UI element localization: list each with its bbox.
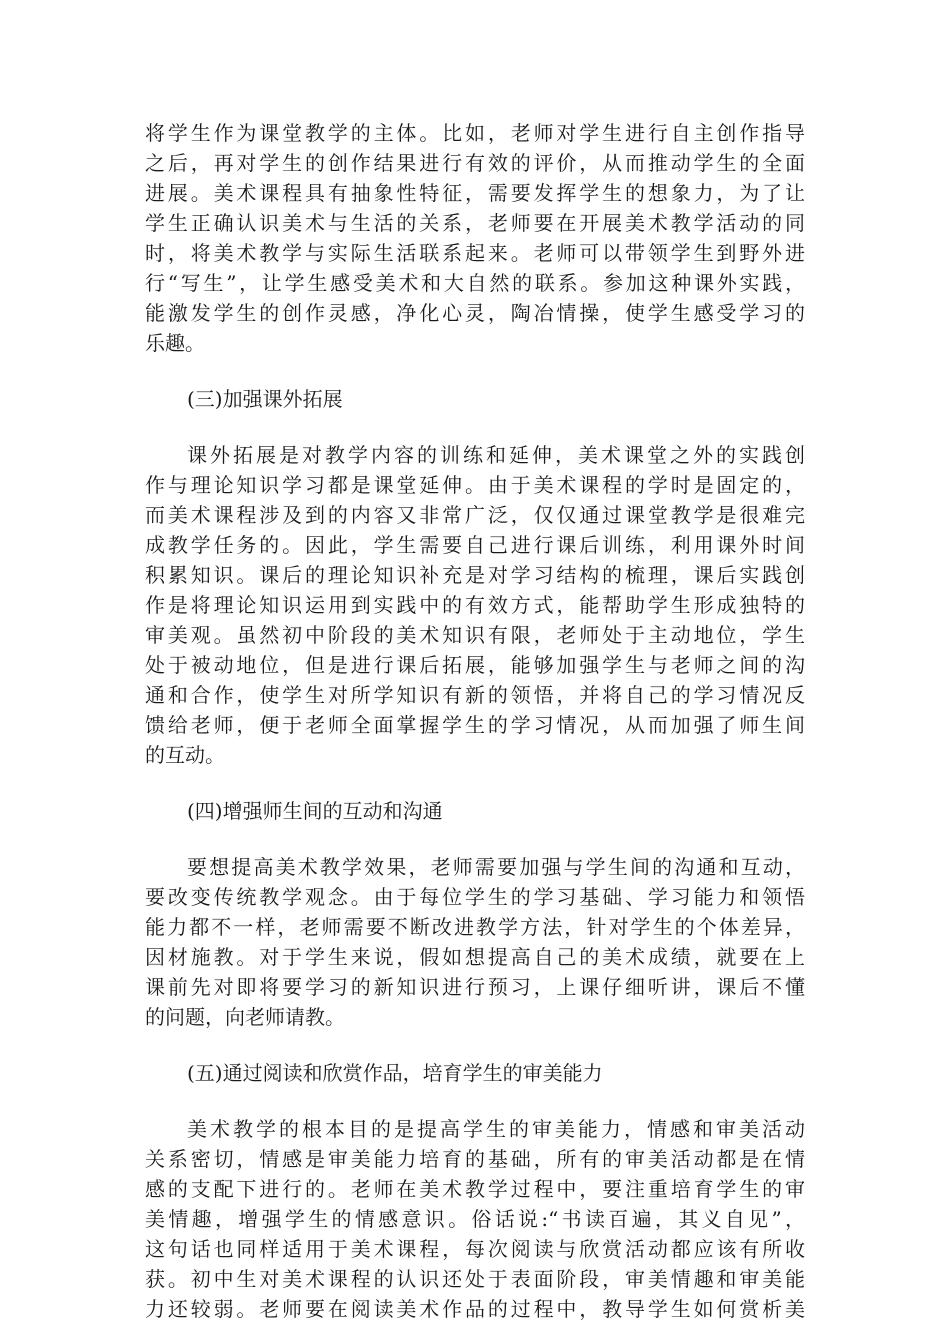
text-line: 将学生作为课堂教学的主体。比如，老师对学生进行自主创作指导 — [145, 121, 805, 145]
text-line: 关系密切，情感是审美能力培育的基础，所有的审美活动都是在情 — [145, 1147, 805, 1171]
text-line: 要改变传统教学观念。由于每位学生的学习基础、学习能力和领悟 — [145, 885, 805, 909]
text-line: 美术教学的根本目的是提高学生的审美能力，情感和审美活动 — [187, 1117, 805, 1141]
text-line: 课前先对即将要学习的新知识进行预习，上课仔细听讲，课后不懂 — [145, 975, 805, 999]
text-line: 能激发学生的创作灵感，净化心灵，陶冶情操，使学生感受学习的 — [145, 301, 805, 325]
text-line: 处于被动地位，但是进行课后拓展，能够加强学生与老师之间的沟 — [145, 653, 805, 677]
text-line: 力还较弱。老师要在阅读美术作品的过程中，教导学生如何赏析美 — [145, 1297, 805, 1321]
text-line: 乐趣。 — [145, 331, 205, 355]
text-line: 时，将美术教学与实际生活联系起来。老师可以带领学生到野外进 — [145, 241, 805, 265]
text-line: 的问题，向老师请教。 — [145, 1005, 345, 1029]
text-line: 要想提高美术教学效果，老师需要加强与学生间的沟通和互动， — [187, 855, 805, 879]
paragraph-3 — [145, 852, 805, 1032]
section-heading-4: (四)增强师生间的互动和沟通 — [187, 799, 443, 823]
text-line: 学生正确认识美术与生活的关系，老师要在开展美术教学活动的同 — [145, 211, 805, 235]
text-line: 通和合作，使学生对所学知识有新的领悟，并将自己的学习情况反 — [145, 683, 805, 707]
text-line: 馈给老师，便于老师全面掌握学生的学习情况，从而加强了师生间 — [145, 713, 805, 737]
paragraph-2 — [145, 440, 805, 770]
text-line: 作与理论知识学习都是课堂延伸。由于美术课程的学时是固定的， — [145, 473, 805, 497]
text-line: 审美观。虽然初中阶段的美术知识有限，老师处于主动地位，学生 — [145, 623, 805, 647]
text-line: 行“写生”，让学生感受美术和大自然的联系。参加这种课外实践， — [145, 271, 805, 295]
text-line: 因材施教。对于学生来说，假如想提高自己的美术成绩，就要在上 — [145, 945, 805, 969]
text-line: 能力都不一样，老师需要不断改进教学方法，针对学生的个体差异， — [145, 915, 805, 939]
text-line: 的互动。 — [145, 743, 225, 767]
text-line: 之后，再对学生的创作结果进行有效的评价，从而推动学生的全面 — [145, 151, 805, 175]
paragraph-4 — [145, 1114, 805, 1324]
text-line: 获。初中生对美术课程的认识还处于表面阶段，审美情趣和审美能 — [145, 1267, 805, 1291]
text-line: 积累知识。课后的理论知识补充是对学习结构的梳理，课后实践创 — [145, 563, 805, 587]
section-heading-5: (五)通过阅读和欣赏作品，培育学生的审美能力 — [187, 1061, 603, 1085]
text-line: 这句话也同样适用于美术课程，每次阅读与欣赏活动都应该有所收 — [145, 1237, 805, 1261]
text-line: 成教学任务的。因此，学生需要自己进行课后训练，利用课外时间 — [145, 533, 805, 557]
text-line: 感的支配下进行的。老师在美术教学过程中，要注重培育学生的审 — [145, 1177, 805, 1201]
text-line: 作是将理论知识运用到实践中的有效方式，能帮助学生形成独特的 — [145, 593, 805, 617]
text-line: 美情趣，增强学生的情感意识。俗话说:“书读百遍，其义自见”， — [145, 1207, 805, 1231]
document-page — [145, 118, 805, 1324]
text-line: 而美术课程涉及到的内容又非常广泛，仅仅通过课堂教学是很难完 — [145, 503, 805, 527]
section-heading-3: (三)加强课外拓展 — [187, 387, 343, 411]
paragraph-1 — [145, 118, 805, 358]
text-line: 课外拓展是对教学内容的训练和延伸，美术课堂之外的实践创 — [187, 443, 805, 467]
text-line: 进展。美术课程具有抽象性特征，需要发挥学生的想象力，为了让 — [145, 181, 805, 205]
